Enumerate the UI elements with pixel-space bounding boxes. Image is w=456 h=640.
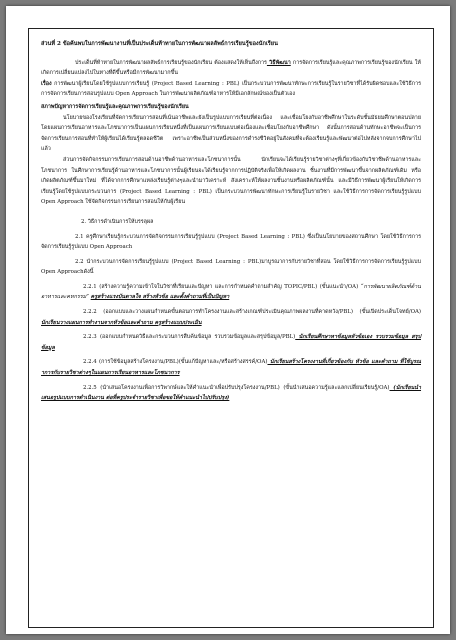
intro-paragraph [41,58,421,100]
item-2-2-3-emphasis: นักเรียนศึกษาหาข้อมูลหัวข้อเอง รวบรวมข้อมูล สรุปข้อมูล [41,334,421,351]
sub-heading: สภาพปัญหาการจัดการเรียนรู้และคุณภาพการเรียนรู้ของนักเรียน [41,103,189,110]
item-2-2-2 [41,307,421,328]
item-2-2-4-text: 2.2.4 (การใช้ข้อมูลสร้างโครงงาน/PBL)(ขั้นแก้ปัญหาและ/หรือสร้างสรรค์/OA) [83,359,268,366]
problem-paragraph-1: นโยบายของโรงเรียนที่จัดการเรียนการสอนที่เน้นอาชีพและยังเป็นรูปแบบการเรียนที่ต่อเนื่อง และเชื่อมโยงกับอาชีพศึกษาในระดับชั้นมัธยมศึกษาตอนปลาย โดยแผนการเรียนอาหารและโภชนาการเป็นแผนการเรียนหนึ่งที่เป็นแผนการเรียนแบบต่อเนื่องและเชื่อมโยงกับอาชีพศึกษา ดังนั้นการสอนด้านทักษะอาชีพจะเป็นการจัดการเรียนการสอนที่ทำให้ผู้เรียนได้เรียนรู้ตลอดชีวิต เพราะอาชีพเป็นส่วนหนึ่งของการดำรงชีวิตอยู่ในสังคมที่จะต้องเรียนรู้และพัฒนาต่อไปหลังจากจบการศึกษาไปแล้ว [41,114,421,153]
item-2-2-2-text: 2.2.2 (ออกแบบและวางแผนกำหนดขั้นตอนการทำโครงงานและสร้างเกณฑ์ประเมินคุณภาพผลงานที่คาดหวัง/PBL) (ขั้นเปิดประเด็นโจทย์/OA) [83,309,421,316]
item-2-2-1-quote: “การพัฒนาผลิตภัณฑ์ด้านอาหารและคหกรรม” [41,283,421,301]
intro-text-cont: การจัดการเรียนรู้และคุณภาพการเรียนรู้ของนักเรียน ให้เกิดการเปลี่ยนแปลงไปในทางที่ดีขึ้นหรือมีการพัฒนามากขึ้น [41,59,421,77]
intro-emphasis: วิธีพัฒนา [266,59,291,66]
item-2-2-5-emphasis: (นักเรียนนำเสนอรูปแบบการดำเนินงาน ต่อที่ครูประจำรายวิชาเพื่อขอให้คำแนะนำไปปรับปรุง) [41,384,422,402]
page-border-frame [28,28,434,628]
item-2-2-5 [41,383,421,404]
item-2-2-4 [41,357,421,378]
section-heading: ส่วนที่ 2 ข้อค้นพบในการพัฒนางานที่เป็นประเด็นท้าทายในการพัฒนาผลลัพธ์การเรียนรู้ของนักเรียน [41,41,278,47]
item-2-2-1 [41,282,421,303]
item-2-2-1-text: 2.2.1 (สร้างความรู้ความเข้าใจในวิชาที่เรียนและปัญหา และการกำหนดคำถามสำคัญ TOPIC/PBL) (ขั้นแนะนำ/OA) [83,283,359,290]
problem-paragraph-2: ส่วนการจัดกิจกรรมการเรียนการสอนด้านอาชีพด้านอาหารและโภชนาการนั้น นักเรียนจะได้เรียนรู้รายวิชาต่างๆที่เกี่ยวข้องกับวิชาชีพด้านอาหารและโภชนาการ ในศึกษาการเรียนรู้ด้านอาหารและโภชนาการนั้นผู้เรียนจะได้เรียนรู้จากการปฏิบัติจริงเพื่อให้เกิดผลงาน ชิ้นงานที่มีการพัฒนาขึ้นจากผลิตภัณฑ์เดิม หรือเกิดผลิตภัณฑ์ขึ้นมาใหม่ ที่ได้จากการศึกษาแหล่งเรียนรู้ต่างๆและนำมาวิเคราะห์ สังเคราะห์ให้ผลงานชิ้นงานหรือผลิตภัณฑ์นั้น และมีวิธีการพัฒนาผู้เรียนให้เกิดการเรียนรู้โดยใช้รูปแบบกระบวนการ (Project Based Learning : PBL) เป็นกระบวนการพัฒนาทักษะการเรียนรู้ในรายวิชา และใช้วิธีการการจัดการเรียนรู้รูปแบบ Open Approach ใช้จัดกิจกรรมการเรียนการสอนให้กับผู้เรียน [41,156,421,206]
intro-text: ประเด็นที่ท้าทายในการพัฒนาผลลัพธ์การเรียนรู้ของนักเรียน ต้องแสดงให้เห็นถึงการ [75,59,267,66]
item-2-2-2-emphasis: นักเรียนวางแผนการทำงานจากหัวข้อและคำถาม ครูสร้างแบบประเมิน [41,319,202,326]
item-2-2-3-text: 2.2.3 (ออกแบบกำหนดวิธีและกระบวนการสืบค้นข้อมูล รวบรวมข้อมูลและสรุปข้อมูล/PBL) [83,334,296,341]
document-page [6,6,450,634]
item-2-2-5-text: 2.2.5 (นำเสนอโครงงานเพื่อการวิพากษ์และให้คำแนะนำเพื่อปรับปรุงโครงงาน/PBL) (ขั้นนำเสนอความรู้และแลกเปลี่ยนเรียนรู้/OA) [83,384,390,391]
item-2-2-3 [41,332,421,353]
section-2-title: 2. วิธีการดำเนินการให้บรรลุผล [81,218,154,225]
item-2-1: 2.1 ครูศึกษาเรียนรู้กระบวนการจัดกิจกรรมการเรียนรู้รูปแบบ (Project Based Learning : PBL) ซึ่งเป็นนโยบายของสถานศึกษา โดยใช้วิธีการการจัดการเรียนรู้รูปแบบ Open Approach [41,233,421,251]
item-2-2-1-emphasis: ครูสร้างแรงบันดาลใจ สร้างหัวข้อ และตั้งคำถามที่เป็นปัญหา [90,294,230,301]
item-2-2-4-emphasis: นักเรียนสร้างโครงงานที่เกี่ยวข้องกับ หัวข้อ และคำถาม ที่ใช้บูรณาการกับรายวิชาต่างๆในแผนการเรียนอาหารและโภชนาการ [41,359,422,377]
topic-label: เรื่อง [41,80,52,87]
topic-text: การพัฒนาผู้เรียนโดยใช้รูปแบบการเรียนรู้ (Project Based Learning : PBL) เป็นกระบวนการพัฒนาทักษะการเรียนรู้ในรายวิชาที่ได้รับผิดชอบและใช้วิธีการการจัดการเรียนการสอนรูปแบบ Open Approach ในการพัฒนาผลิตภัณฑ์อาหารให้มีเอกลักษณ์ของเป็นตัวเอง [41,80,421,98]
item-2-2: 2.2 นำกระบวนการจัดการเรียนรู้รูปแบบ (Project Based Learning : PBL)มาบูรณาการกับรายวิชาที่สอน โดยใช้วิธีการการจัดการเรียนรู้รูปแบบ Open Approachดังนี้ [41,258,421,276]
